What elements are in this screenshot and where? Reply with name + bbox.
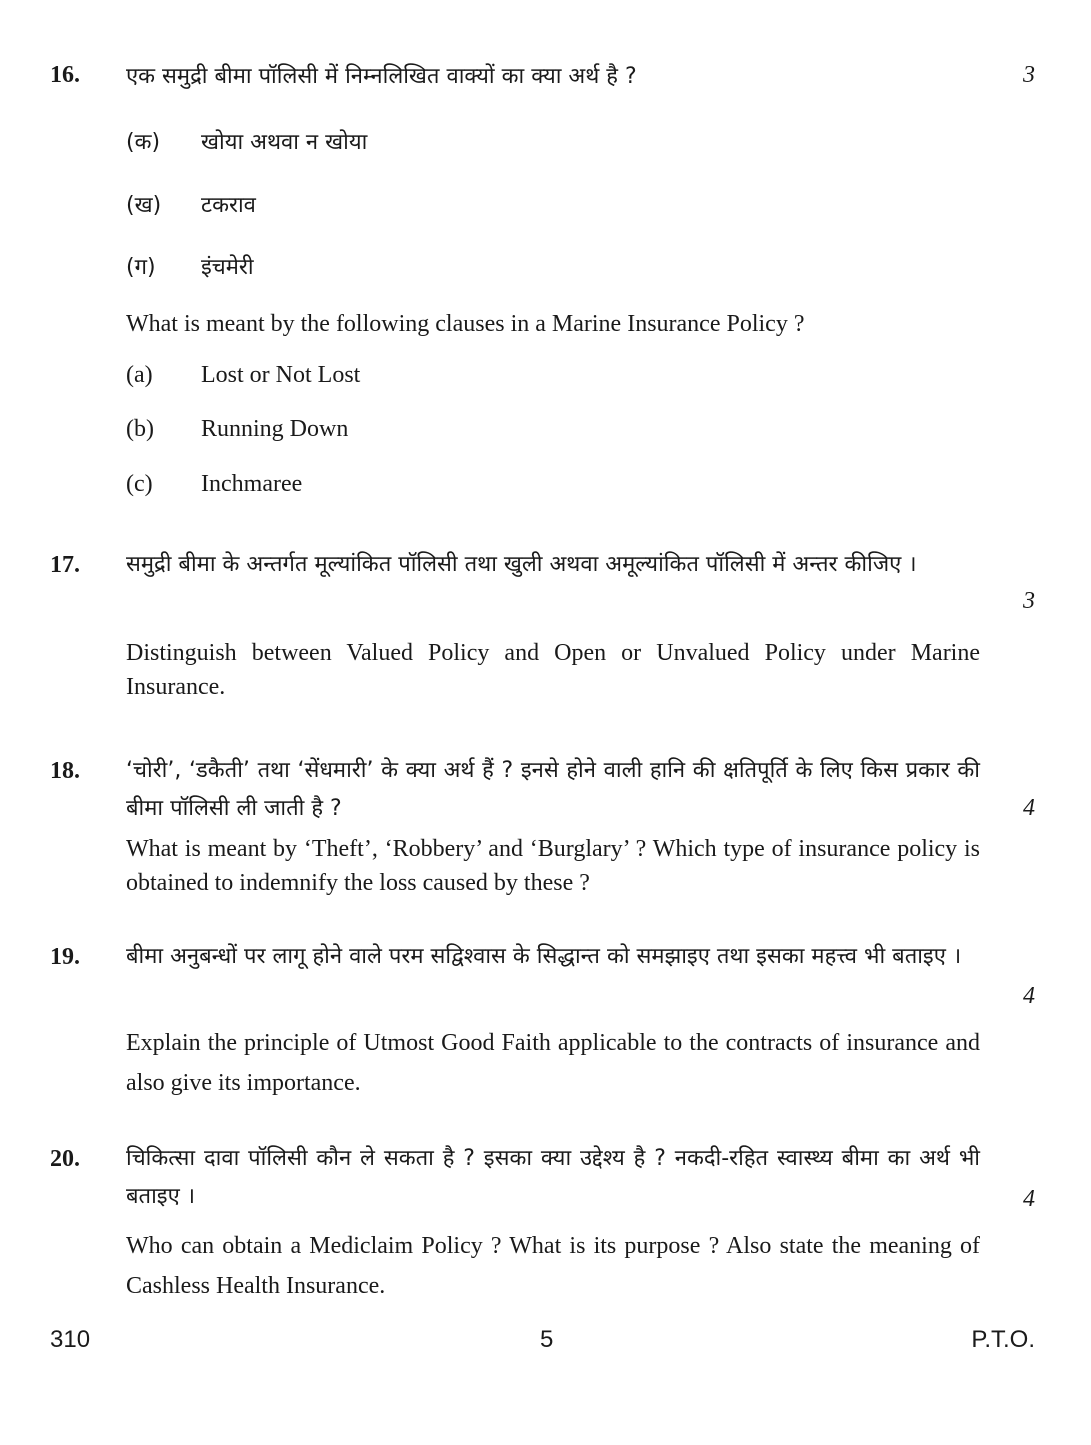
option-text: इंचमेरी	[201, 255, 254, 280]
question-text-hindi: बीमा अनुबन्धों पर लागू होने वाले परम सद्विश्वास के सिद्धान्त को समझाइए तथा इसका महत्त्व भी बताइए ।	[126, 944, 962, 969]
question-marks: 3	[1023, 588, 1035, 614]
question-marks: 4	[1023, 795, 1035, 821]
question-text-english: Who can obtain a Mediclaim Policy ? What is its purpose ? Also state the meaning of Cashless Health Insurance.	[126, 1233, 980, 1299]
option-label: (c)	[126, 471, 153, 497]
question-text-english: What is meant by ‘Theft’, ‘Robbery’ and ‘Burglary’ ? Which type of insurance policy is obtained to indemnify the loss caused by these ?	[126, 836, 980, 896]
option-label: (ख)	[126, 193, 162, 218]
question-text-hindi: ‘चोरी’, ‘डकैती’ तथा ‘सेंधमारी’ के क्या अर्थ हैं ? इनसे होने वाली हानि की क्षतिपूर्ति के लिए किस प्रकार की बीमा पॉलिसी ली जाती है ?	[126, 758, 980, 821]
question-text-hindi: एक समुद्री बीमा पॉलिसी में निम्नलिखित वाक्यों का क्या अर्थ है ?	[126, 64, 637, 89]
option-label: (a)	[126, 362, 153, 388]
question-number: 17.	[50, 552, 80, 578]
question-text-hindi: समुद्री बीमा के अन्तर्गत मूल्यांकित पॉलिसी तथा खुली अथवा अमूल्यांकित पॉलिसी में अन्तर कीजिए ।	[126, 552, 917, 577]
question-number: 16.	[50, 62, 80, 88]
question-text-english: Explain the principle of Utmost Good Faith applicable to the contracts of insurance and also give its importance.	[126, 1030, 980, 1096]
page-number: 5	[540, 1326, 554, 1353]
option-label: (क)	[126, 130, 161, 155]
option-text: टकराव	[201, 193, 256, 218]
option-text: खोया अथवा न खोया	[201, 130, 368, 155]
paper-code: 310	[50, 1326, 91, 1353]
option-label: (b)	[126, 416, 154, 442]
question-text-english: Distinguish between Valued Policy and Open or Unvalued Policy under Marine Insurance.	[126, 640, 980, 700]
question-marks: 4	[1023, 1186, 1035, 1212]
option-label: (ग)	[126, 255, 156, 280]
question-text-hindi: चिकित्सा दावा पॉलिसी कौन ले सकता है ? इसका क्या उद्देश्य है ? नकदी-रहित स्वास्थ्य बीमा का अर्थ भी बताइए ।	[126, 1146, 980, 1209]
question-marks: 4	[1023, 983, 1035, 1009]
question-number: 19.	[50, 944, 80, 970]
option-text: Running Down	[201, 416, 349, 442]
option-text: Lost or Not Lost	[201, 362, 361, 388]
question-number: 20.	[50, 1146, 80, 1172]
question-marks: 3	[1023, 62, 1035, 88]
option-text: Inchmaree	[201, 471, 303, 497]
question-number: 18.	[50, 758, 80, 784]
question-text-english: What is meant by the following clauses in a Marine Insurance Policy ?	[126, 311, 805, 337]
please-turn-over: P.T.O.	[971, 1326, 1035, 1353]
